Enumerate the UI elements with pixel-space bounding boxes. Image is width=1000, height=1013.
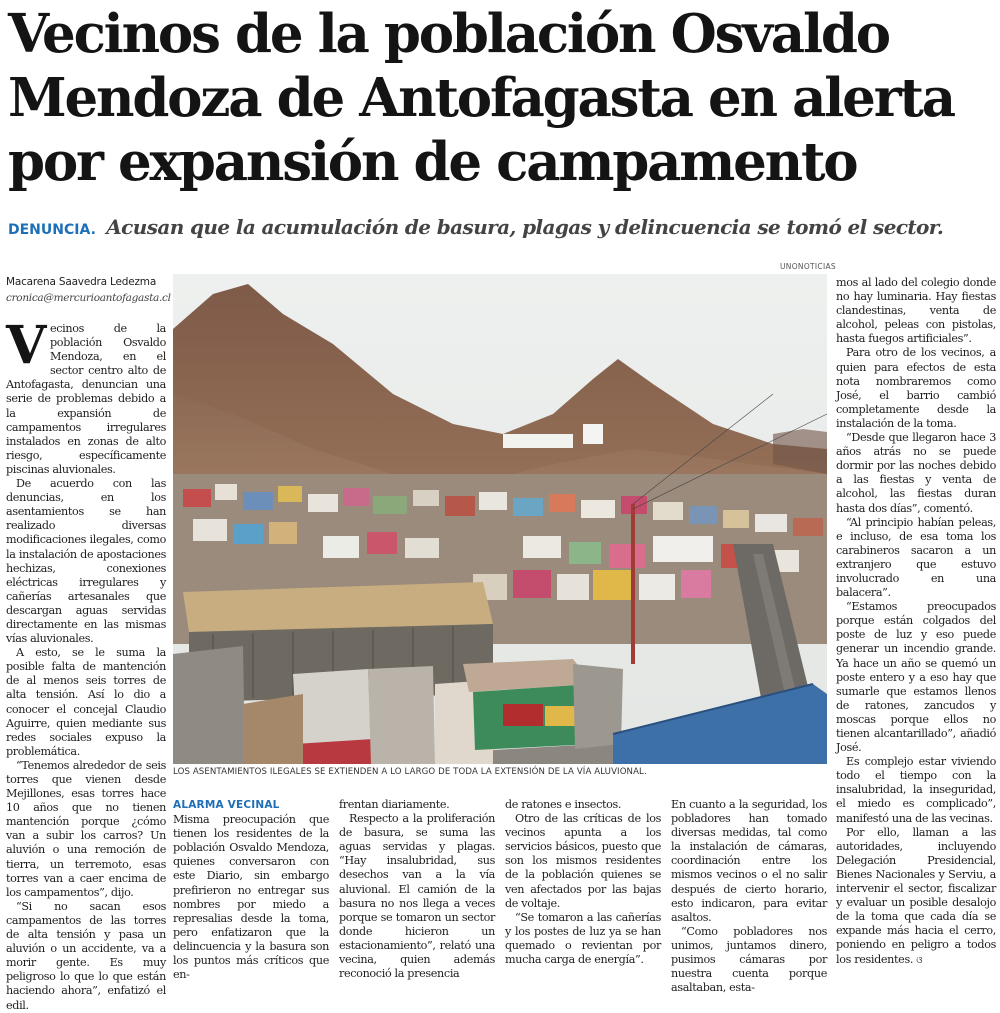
paragraph: “Tenemos alrededor de seis torres que vienen desde Mejillones, esas torres hace 10 años que no tienen mantención porque ¿cómo van a subir los carros? Un aluvión o una remoción de tierra, un terremoto, esas torres van a caer encima de los campamentos”, dijo. xyxy=(6,758,166,899)
byline-author: Macarena Saavedra Ledezma xyxy=(6,276,157,288)
paragraph: Para otro de los vecinos, a quien para efectos de esta nota nombraremos como José, el barrio cambió completamente desde la instalación de la toma. xyxy=(836,346,996,430)
deck-tag: DENUNCIA. xyxy=(8,222,96,238)
paragraph: Misma preocupación que tienen los residentes de la población Osvaldo Mendoza, quienes conversaron con este Diario, sin embargo prefirieron no entregar sus nombres por miedo a represalias desde la toma, pero enfatizaron que la delincuencia y la basura son los puntos más críticos que en- xyxy=(173,813,329,982)
article-column-4 xyxy=(505,798,661,974)
paragraph: de ratones e insectos. xyxy=(505,798,622,811)
hillside-settlement-photo xyxy=(173,274,827,764)
headline-line-2: Mendoza de Antofagasta en alerta xyxy=(8,67,954,129)
article-column-4b xyxy=(671,798,827,995)
drop-cap: V xyxy=(6,315,46,376)
paragraph: Por ello, llaman a las autoridades, incluyendo Delegación Presidencial, Bienes Nacionales y Serviu, a intervenir el sector, fiscalizar y evaluar un posible desalojo de la toma que cada día se expande más hacia el cerro, poniendo en peligro a todos los residentes. ଓ xyxy=(836,825,996,966)
headline-line-3: por expansión de campamento xyxy=(8,131,857,193)
paragraph: Respecto a la proliferación de basura, se suma las aguas servidas y plagas. “Hay insalubridad, sus desechos van a la vía aluvional. El camión de la basura no nos llega a veces porque se tomaron un sector donde hicieron un estacionamiento”, relató una vecina, quien además reconoció la presencia xyxy=(339,812,495,981)
paragraph: “Estamos preocupados porque están colgados del poste de luz y eso puede generar un incendio grande. Ya hace un año se quemó un poste entero y a eso hay que sumarle que estamos llenos de ratones, zancudos y moscas porque ellos no tienen alcantarillado”, añadió José. xyxy=(836,600,996,755)
byline xyxy=(6,276,171,304)
photo-caption: LOS ASENTAMIENTOS ILEGALES SE EXTIENDEN A LO LARGO DE TODA LA EXTENSIÓN DE LA VÍA ALUVIONAL. xyxy=(173,767,647,777)
deck xyxy=(8,215,998,239)
paragraph: En cuanto a la seguridad, los pobladores han tomado diversas medidas, tal como la instalación de cámaras, coordinación entre los mismos vecinos o el no salir después de cierto horario, esto indicaron, para evitar asaltos. xyxy=(671,798,827,924)
paragraph: “Si no sacan esos campamentos de las torres de alta tensión y pasa un aluvión o un accidente, va a morir gente. Es muy peligroso lo que lo que están haciendo ahora”, enfatizó el edil. xyxy=(6,899,166,1012)
article-column-3 xyxy=(339,798,495,981)
paragraph: mos al lado del colegio donde no hay luminaria. Hay fiestas clandestinas, venta de alcohol, peleas con pistolas, hasta fuegos artificiales”. xyxy=(836,276,996,346)
end-mark-icon: ଓ xyxy=(916,955,923,966)
paragraph: “Se tomaron a las cañerías y los postes de luz ya se han quemado o revientan por mucha carga de energía”. xyxy=(505,910,661,967)
paragraph: frentan diariamente. xyxy=(339,798,450,811)
paragraph: “Al principio habían peleas, e incluso, de esa toma los carabineros sacaron a un extranjero que estuvo involucrado en una balacera”. xyxy=(836,515,996,600)
deck-text: Acusan que la acumulación de basura, plagas y delincuencia se tomó el sector. xyxy=(106,215,944,239)
paragraph: “Desde que llegaron hace 3 años atrás no se puede dormir por las noches debido a las fiestas y venta de alcohol, las fiestas duran hasta dos días”, comentó. xyxy=(836,431,996,515)
paragraph: A esto, se le suma la posible falta de mantención de al menos seis torres de alta tensión. Así lo dio a conocer el concejal Claudio Aguirre, quien mediante sus redes sociales expuso la problemática. xyxy=(6,646,166,758)
paragraph: Vecinos de la población Osvaldo Mendoza, en el sector centro alto de Antofagasta, denuncian una serie de problemas debido a la expansión de campamentos irregulares instalados en zonas de alto riesgo, específicamente piscinas aluvionales. xyxy=(6,315,166,476)
article-column-1 xyxy=(6,315,166,1012)
byline-email[interactable]: cronica@mercurioantofagasta.cl xyxy=(6,292,171,304)
paragraph: “Como pobladores nos unimos, juntamos dinero, pusimos cámaras por nuestra cuenta porque asaltaban, esta- xyxy=(671,924,827,995)
photo-credit: UNONOTICIAS xyxy=(780,262,836,271)
section-subhead: ALARMA VECINAL xyxy=(173,799,280,811)
paragraph: Otro de las críticas de los vecinos apunta a los servicios básicos, puesto que son los mismos residentes de la población quienes se ven afectados por las bajas de voltaje. xyxy=(505,812,661,910)
article-column-2 xyxy=(173,798,329,982)
paragraph: De acuerdo con las denuncias, en los asentamientos se han realizado diversas modificaciones ilegales, como la instalación de apostaciones hechizas, conexiones eléctricas irregulares y cañerías artesanales que descargan aguas servidas directamente en las mismas vías aluvionales. xyxy=(6,477,166,646)
headline xyxy=(8,2,998,194)
paragraph: Es complejo estar viviendo todo el tiempo con la insalubridad, la inseguridad, el miedo es complicado”, manifestó una de las vecinas. xyxy=(836,755,996,825)
article-column-5 xyxy=(836,276,996,974)
headline-line-1: Vecinos de la población Osvaldo xyxy=(8,3,889,65)
article-photo xyxy=(173,274,827,764)
